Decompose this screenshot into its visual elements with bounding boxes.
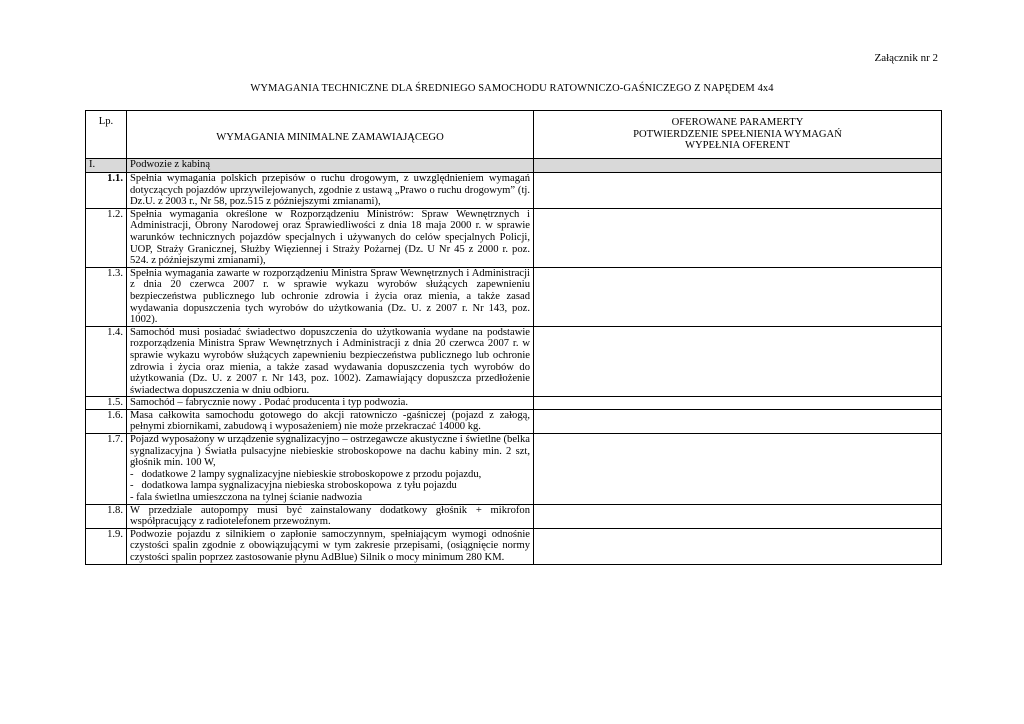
table-row xyxy=(86,397,942,410)
header-offered-line-3: WYPEŁNIA OFERENT xyxy=(684,140,791,152)
requirement-text xyxy=(127,434,534,505)
row-number: 1.4. xyxy=(86,326,127,397)
requirement-text: Samochód – fabrycznie nowy . Podać producenta i typ podwozia. xyxy=(127,397,534,410)
offer-input-cell[interactable] xyxy=(534,397,942,410)
requirement-line: - dodatkowe 2 lampy sygnalizacyjne niebieskie stroboskopowe z przodu pojazdu, xyxy=(130,468,482,480)
row-number: 1.8. xyxy=(86,504,127,528)
row-number: 1.5. xyxy=(86,397,127,410)
requirements-table xyxy=(85,110,942,565)
table-row xyxy=(86,528,942,564)
header-offered-line-1: OFEROWANE PARAMERTY xyxy=(671,117,804,129)
table-row xyxy=(86,409,942,433)
row-number: 1.2. xyxy=(86,208,127,267)
row-number: 1.6. xyxy=(86,409,127,433)
header-offered-line-2: POTWIERDZENIE SPEŁNIENIA WYMAGAŃ xyxy=(633,128,842,140)
requirement-text: Masa całkowita samochodu gotowego do akcji ratowniczo -gaśniczej (pojazd z załogą, pełnymi zbiornikami, zabudową i wyposażeniem) nie może przekraczać 14000 kg. xyxy=(127,409,534,433)
requirement-text: Spełnia wymagania polskich przepisów o ruchu drogowym, z uwzględnieniem wymagań dotyczących pojazdów uprzywilejowanych, zgodnie z ustawą „Prawo o ruchu drogowym” (tj. Dz.U. z 2003 r., Nr 58, poz.515 z późniejszymi zmianami), xyxy=(127,173,534,209)
section-offer-cell xyxy=(534,159,942,173)
requirement-text: W przedziale autopompy musi być zainstalowany dodatkowy głośnik + mikrofon współpracujący z radiotelefonem przewoźnym. xyxy=(127,504,534,528)
row-number: 1.1. xyxy=(86,173,127,209)
row-number: 1.7. xyxy=(86,434,127,505)
header-offered-parameters xyxy=(534,111,942,159)
header-minimal-requirements: WYMAGANIA MINIMALNE ZAMAWIAJĄCEGO xyxy=(127,111,534,159)
table-row xyxy=(86,173,942,209)
offer-input-cell[interactable] xyxy=(534,173,942,209)
offer-input-cell[interactable] xyxy=(534,267,942,326)
table-row xyxy=(86,434,942,505)
offer-input-cell[interactable] xyxy=(534,528,942,564)
offer-input-cell[interactable] xyxy=(534,208,942,267)
document-title: WYMAGANIA TECHNICZNE DLA ŚREDNIEGO SAMOCHODU RATOWNICZO-GAŚNICZEGO Z NAPĘDEM 4x4 xyxy=(250,83,774,94)
requirement-text: Samochód musi posiadać świadectwo dopuszczenia do użytkowania wydane na podstawie rozporządzenia Ministra Spraw Wewnętrznych i Administracji z dnia 20 czerwca 2007 r. w sprawie wykazu wyrobów służących zapewnieniu bezpieczeństwa publicznego lub ochronie zdrowia i życia oraz mienia, a także zasad wydawania dopuszczenia tych wyrobów do użytkowania (Dz. U. z 2007 r. Nr 143, poz. 1002). Zamawiający dopuszcza przedłożenie świadectwa dopuszczenia w dniu odbioru. xyxy=(127,326,534,397)
offer-input-cell[interactable] xyxy=(534,326,942,397)
requirement-text: Spełnia wymagania zawarte w rozporządzeniu Ministra Spraw Wewnętrznych i Administracji z dnia 20 czerwca 2007 r. w sprawie wykazu wyrobów służących zapewnieniu bezpieczeństwa publicznego lub ochronie zdrowia i życia oraz mienia, a także zasad wydawania dopuszczenia tych wyrobów do użytkowania (Dz. U. z 2007 r. Nr 143, poz. 1002). xyxy=(127,267,534,326)
requirement-line: - dodatkowa lampa sygnalizacyjna niebieska stroboskopowa z tyłu pojazdu xyxy=(130,480,457,492)
row-number: 1.9. xyxy=(86,528,127,564)
requirement-text: Spełnia wymagania określone w Rozporządzeniu Ministrów: Spraw Wewnętrznych i Administracji, Obrony Narodowej oraz Sprawiedliwości z dnia 18 maja 2000 r. w sprawie warunków technicznych pojazdów specjalnych i używanych do celów specjalnych Policji, UOP, Straży Granicznej, Służby Więziennej i Straży Pożarnej (Dz. U Nr 45 z 2000 r. poz. 524. z późniejszymi zmianami), xyxy=(127,208,534,267)
section-number: I. xyxy=(86,159,127,173)
row-number: 1.3. xyxy=(86,267,127,326)
requirement-line: Pojazd wyposażony w urządzenie sygnalizacyjno – ostrzegawcze akustyczne i świetlne (belka sygnalizacyjna ) Światła pulsacyjne niebieskie stroboskopowe na dachu kabiny min. 2 szt, głośnik min. 100 W, xyxy=(130,434,530,469)
offer-input-cell[interactable] xyxy=(534,434,942,505)
section-title: Podwozie z kabiną xyxy=(127,159,534,173)
table-header-row xyxy=(86,111,942,159)
header-lp: Lp. xyxy=(86,111,127,159)
table-row xyxy=(86,504,942,528)
attachment-label: Załącznik nr 2 xyxy=(874,52,938,64)
table-row xyxy=(86,267,942,326)
section-row xyxy=(86,159,942,173)
table-row xyxy=(86,208,942,267)
requirement-text: Podwozie pojazdu z silnikiem o zapłonie samoczynnym, spełniającym wymogi odnośnie czystości spalin zgodnie z obowiązującymi w tym zakresie przepisami, (osiągnięcie normy czystości spalin poprzez zastosowanie płynu AdBlue) Silnik o mocy minimum 280 KM. xyxy=(127,528,534,564)
offer-input-cell[interactable] xyxy=(534,504,942,528)
table-row xyxy=(86,326,942,397)
requirement-line: - fala świetlna umieszczona na tylnej ścianie nadwozia xyxy=(130,492,363,504)
offer-input-cell[interactable] xyxy=(534,409,942,433)
